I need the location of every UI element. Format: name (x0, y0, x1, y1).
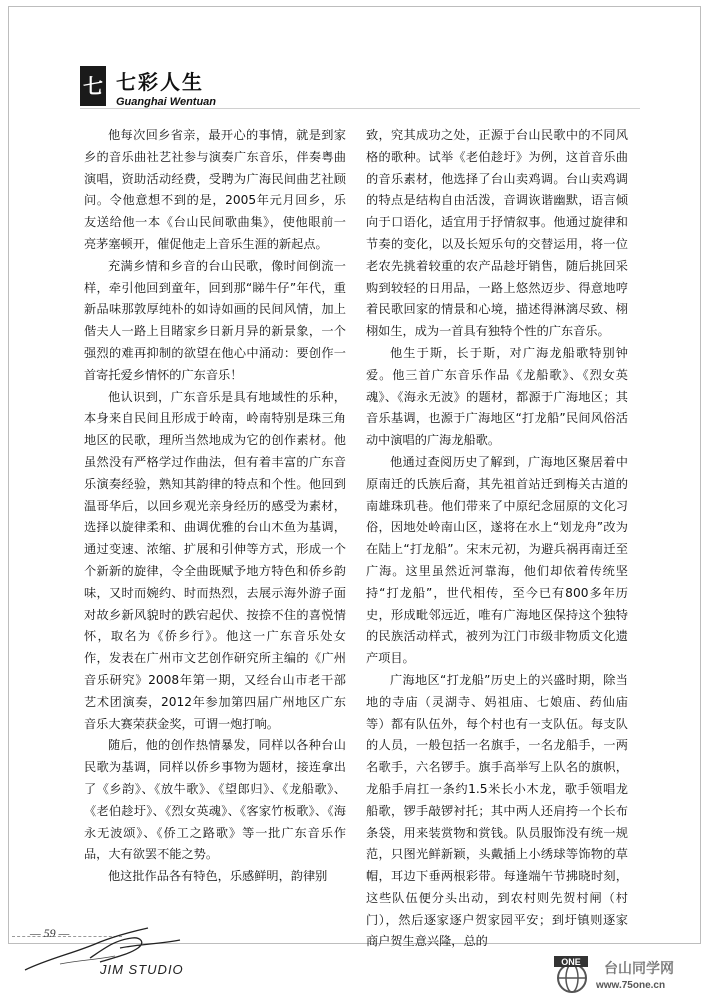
paragraph: 他生于斯，长于斯，对广海龙船歌特别钟爱。他三首广东音乐作品《龙船歌》、《烈女英魂》、《海永无波》的题材，都源于广海地区；其音乐基调，也源于广海地区“打龙船”民间风俗活动中演唱的广海龙船歌。 (366, 345, 628, 448)
header-divider (80, 108, 640, 109)
paragraph: 广海地区“打龙船”历史上的兴盛时期，除当地的寺庙（灵湖寺、妈祖庙、七娘庙、药仙庙等）都有队伍外，每个村也有一支队伍。每支队的人员，一般包括一名旗手，一名龙船手，一两名歌手，六名锣手。旗手高举写上队名的旗帜，龙船手肩扛一条约1.5米长小木龙，歌手领唱龙船歌，锣手敲锣衬托；其中两人还肩挎一个长布条袋，用来装赏物和赏钱。队员服饰没有统一规范，只图光鲜新颖，头戴插上小绣球等饰物的草帽，耳边下垂两根彩带。每逢端午节拂晓时刻，这些队伍便分头出动，到农村则先贺村闸（村门），然后逐家逐户贺家园平安；到圩镇则逐家商户贺生意兴隆，总的 (366, 672, 628, 949)
paragraph: 他通过查阅历史了解到，广海地区聚居着中原南迁的氏族后裔，其先祖首站迁到梅关古道的南雄珠玑巷。他们带来了中原纪念屈原的文化习俗，因地处岭南山区，遂将在水上“划龙舟”改为在陆上“打龙船”。宋末元初，为避兵祸再南迁至广海。这里虽然近河靠海，他们却依着传统坚持“打龙船”，世代相传，至今已有800多年历史，形成毗邻远近，唯有广海地区保持这个独特的民族活动样式，被列为江门市级非物质文化遗产项目。 (366, 454, 628, 666)
article-column-right (366, 125, 628, 953)
paragraph: 他这批作品各有特色，乐感鲜明，韵律别 (108, 869, 328, 884)
page-number: — 59 — (30, 926, 70, 940)
section-subtitle: Guanghai Wentuan (116, 96, 217, 108)
article-column-left (84, 125, 346, 888)
watermark-site-name: 台山同学网 (604, 961, 674, 977)
section-title: 七彩人生 (116, 70, 204, 94)
svg-text:ONE: ONE (561, 957, 581, 967)
paragraph-continued: 致，究其成功之处，正源于台山民歌中的不同风格的歌种。试举《老伯趁圩》为例，这首音乐曲的音乐素材，他选择了台山卖鸡调。台山卖鸡调的特点是结构自由活泼，音调诙谐幽默，语言倾向于口语化，适宜用于抒情叙事。他通过旋律和节奏的变化，以及长短乐句的交替运用，将一位老农先挑着较重的农产品趁圩销售，随后挑回采购到较轻的日用品，一路上悠然迈步、得意地哼着民歌回家的情景和心境，描述得淋漓尽致、栩栩如生，成为一首具有独特个性的广东音乐。 (366, 128, 628, 339)
paragraph: 他每次回乡省亲，最开心的事情，就是到家乡的音乐曲社艺社参与演奏广东音乐，伴奏粤曲演唱，资助活动经费，受聘为广海民间曲艺社顾问。令他意想不到的是，2005年元月回乡，乐友送给他一本《台山民间歌曲集》，使他眼前一亮茅塞顿开，催促他走上音乐生涯的新起点。 (84, 128, 346, 251)
studio-label: JIM STUDIO (100, 962, 184, 977)
section-logo-icon: 七 (80, 66, 106, 106)
paragraph: 随后，他的创作热情暴发，同样以各种台山民歌为基调，同样以侨乡事物为题材，接连拿出了《乡韵》、《放牛歌》、《望郎归》、《龙船歌》、《老伯趁圩》、《烈女英魂》、《客家竹板歌》、《海永无波颂》、《侨工之路歌》等一批广东音乐作品，大有欲罢不能之势。 (84, 738, 346, 862)
paragraph: 他认识到，广东音乐是具有地域性的乐种，本身来自民间且形成于岭南，岭南特别是珠三角地区的民歌，理所当然地成为它的创作素材。他虽然没有严格学过作曲法，但有着丰富的广东音乐演奏经验，熟知其韵律的特点和个性。他回到温哥华后，以回乡观光亲身经历的感受为素材，选择以旋律柔和、曲调优雅的台山木鱼为基调，通过变速、浓缩、扩展和引伸等方式，形成一个个新新的旋律，令全曲既赋予地方特色和侨乡韵味，又时而婉约、时而热烈，去展示海外游子面对故乡新风貌时的跌宕起伏、按捺不住的喜悦情怀，取名为《侨乡行》。他这一广东音乐处女作，发表在广州市文艺创作研究所主编的《广州音乐研究》2008年第一期，又经台山市老干部艺术团演奏，2012年参加第四届广州地区广东音乐大赛荣获金奖，可谓一炮打响。 (84, 389, 346, 731)
watermark-url: www.75one.cn (596, 980, 666, 991)
globe-logo-icon (552, 954, 600, 994)
paragraph: 充满乡情和乡音的台山民歌，像时间倒流一样，牵引他回到童年，回到那“睇牛仔”年代，重新品味那敦厚纯朴的如诗如画的民间风情，加上偕夫人一路上目睹家乡日新月异的新景象，一个强烈的难再抑制的欲望在他心中涌动：要创作一首寄托爱乡情怀的广东音乐！ (84, 258, 346, 382)
